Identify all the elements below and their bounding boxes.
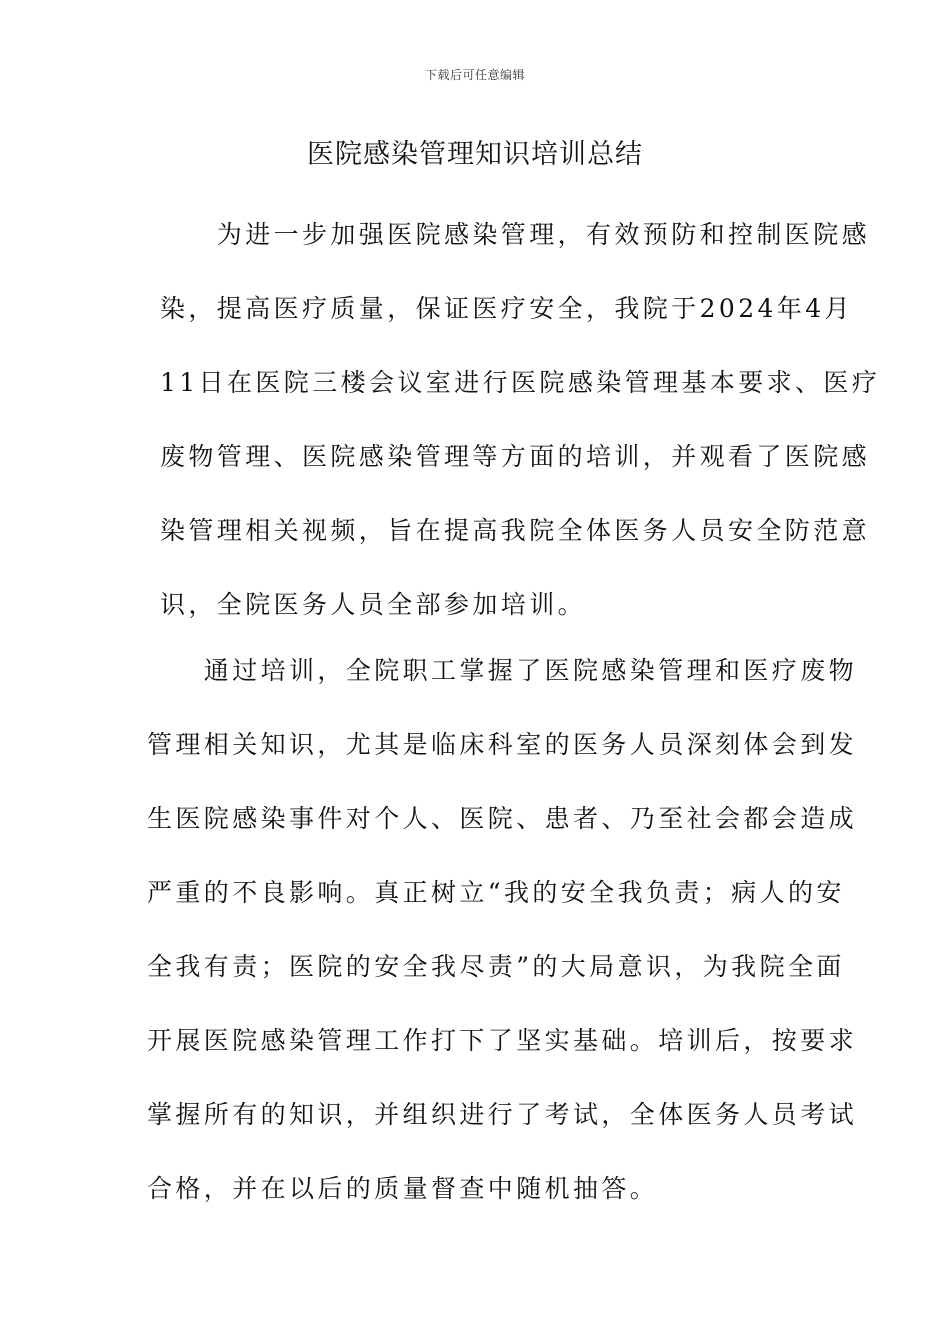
paragraph-line: 管理相关知识，尤其是临床科室的医务人员深刻体会到发 [147, 730, 858, 759]
paragraph-line: 严重的不良影响。真正树立“我的安全我负责；病人的安 [147, 878, 845, 907]
paragraph-line: 废物管理、医院感染管理等方面的培训，并观看了医院感 [160, 442, 871, 471]
paragraph-line: 全我有责；医院的安全我尽责”的大局意识，为我院全面 [147, 952, 845, 981]
document-title: 医院感染管理知识培训总结 [307, 139, 643, 170]
paragraph-line: 生医院感染事件对个人、医院、患者、乃至社会都会造成 [147, 804, 858, 833]
paragraph-line: 合格，并在以后的质量督查中随机抽答。 [147, 1174, 659, 1203]
paragraph-line: 染，提高医疗质量，保证医疗安全，我院于2024年4月 [160, 294, 853, 323]
paragraph-line: 为进一步加强医院感染管理，有效预防和控制医院感 [160, 220, 871, 249]
paragraph-line: 11日在医院三楼会议室进行医院感染管理基本要求、医疗 [160, 368, 881, 397]
paragraph-line: 染管理相关视频，旨在提高我院全体医务人员安全防范意 [160, 516, 871, 545]
paragraph-line: 掌握所有的知识，并组织进行了考试，全体医务人员考试 [147, 1100, 858, 1129]
header-note: 下载后可任意编辑 [424, 68, 525, 82]
paragraph-line: 开展医院感染管理工作打下了坚实基础。培训后，按要求 [147, 1026, 858, 1055]
paragraph-line: 识，全院医务人员全部参加培训。 [160, 590, 587, 619]
paragraph-line: 通过培训，全院职工掌握了医院感染管理和医疗废物 [147, 656, 858, 685]
